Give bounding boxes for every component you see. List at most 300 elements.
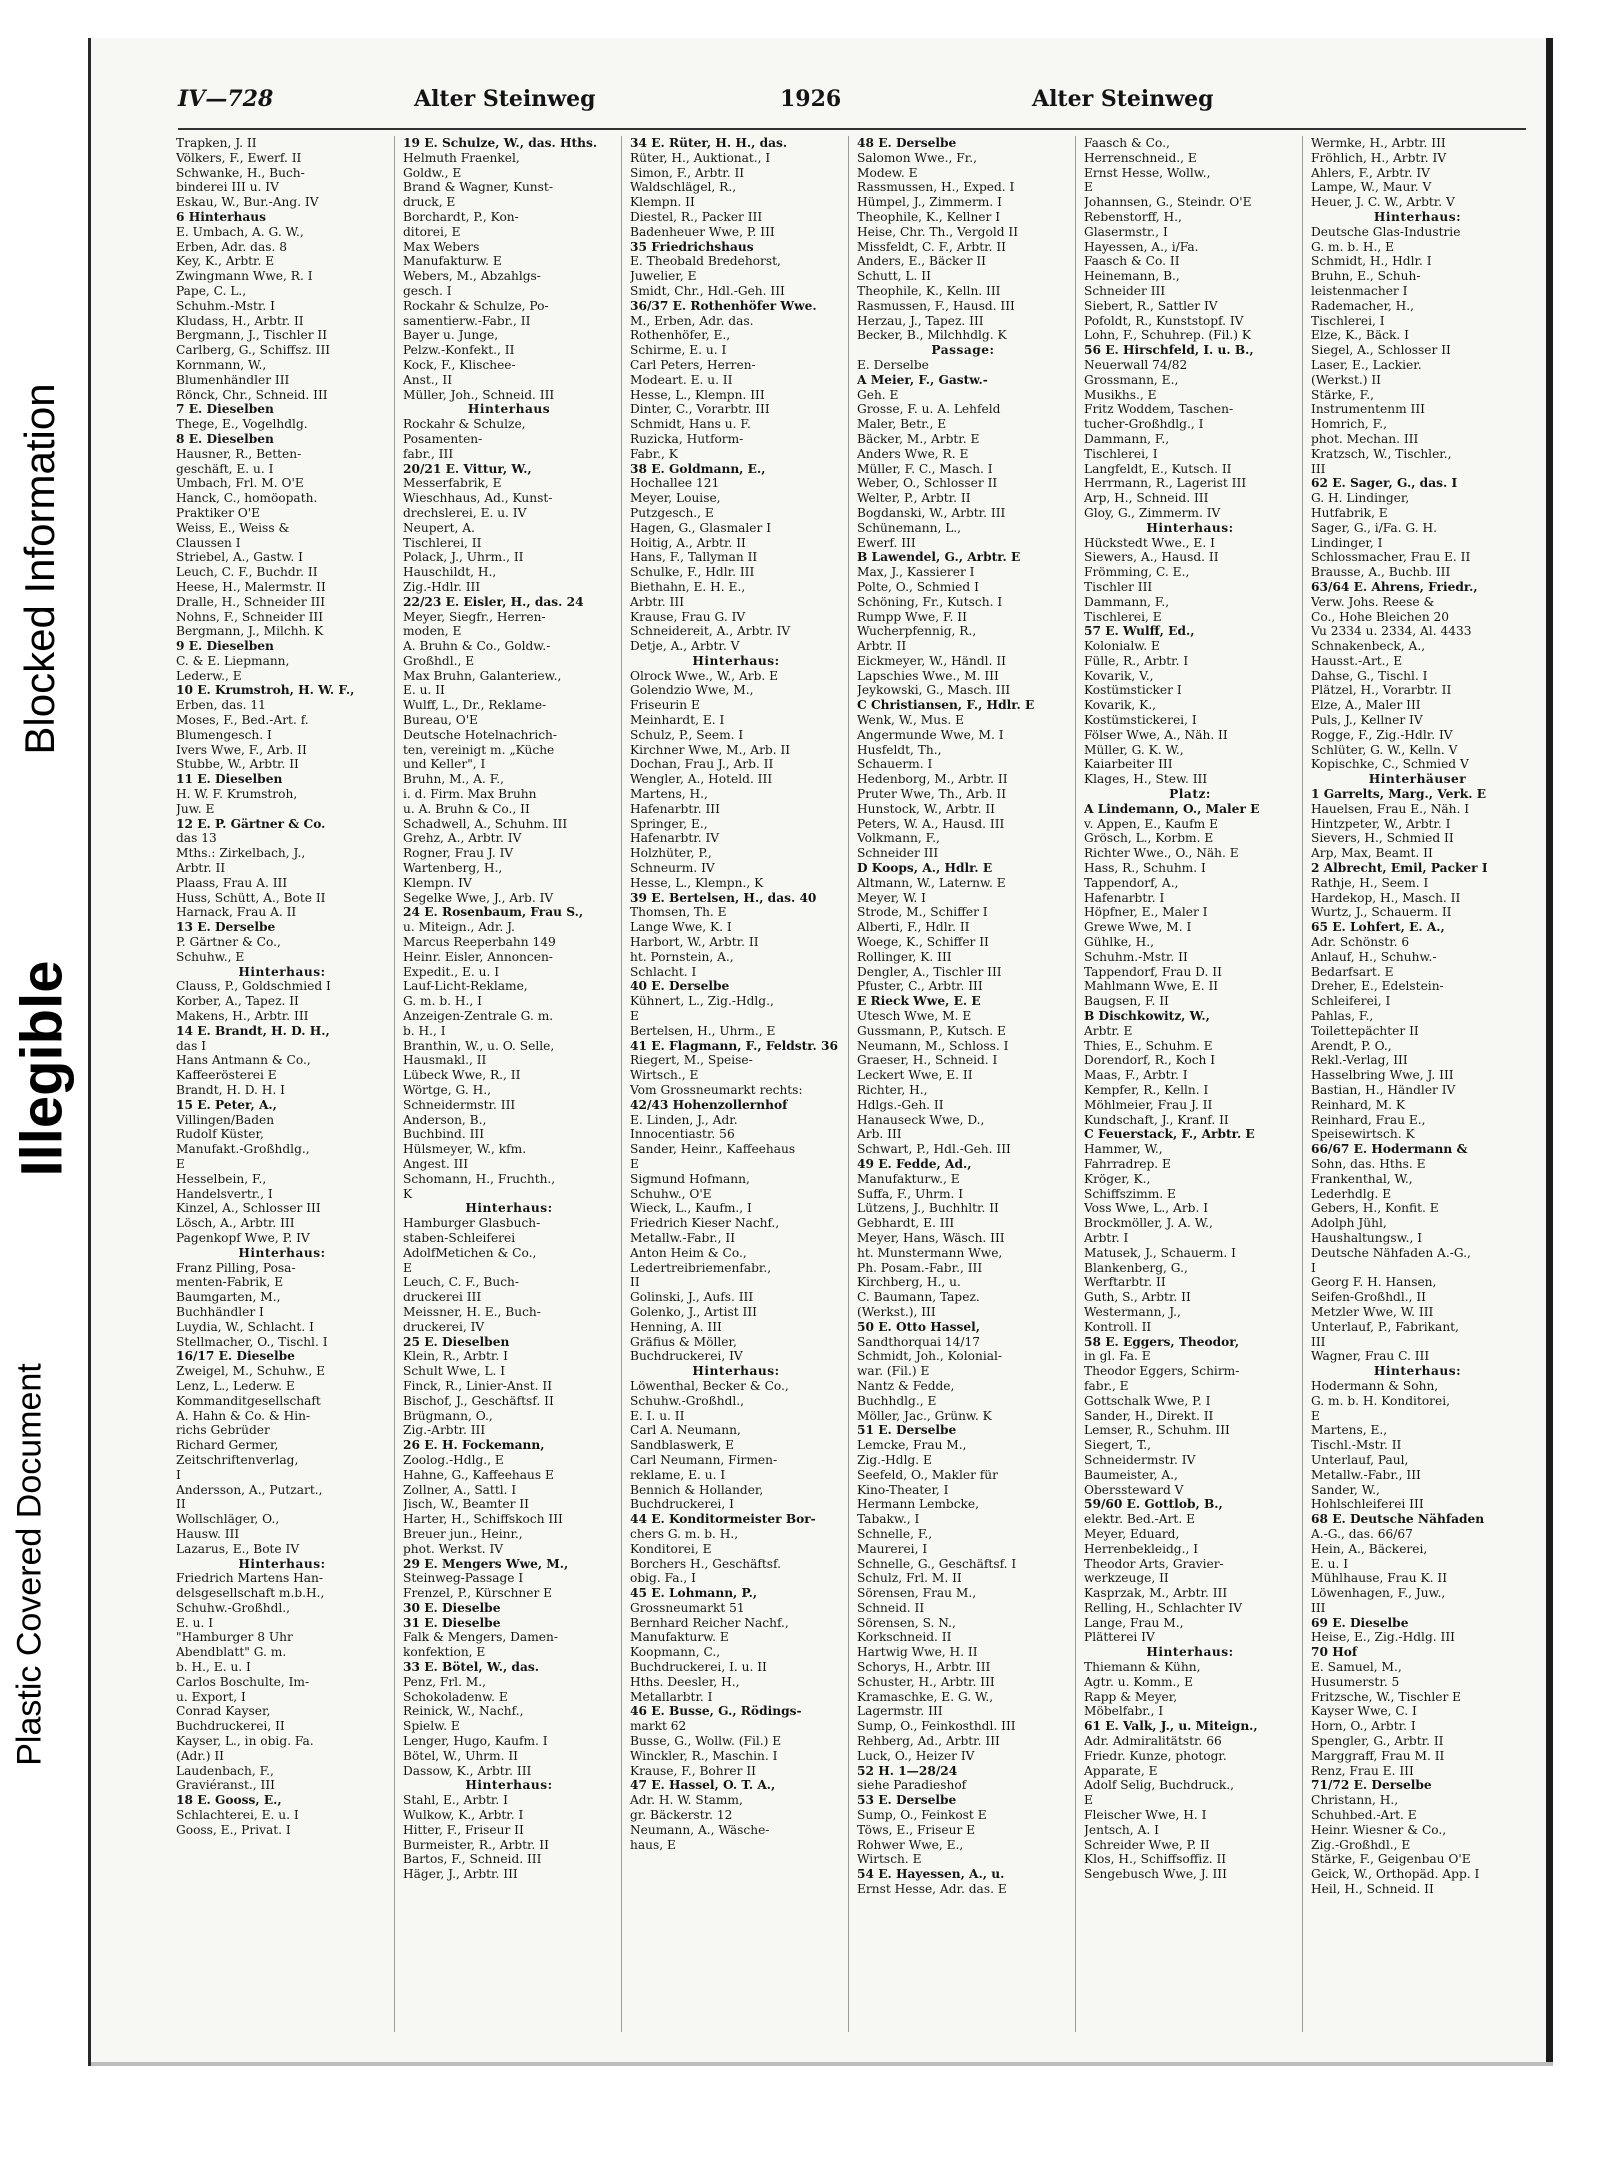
directory-entry: Expedit., E. u. I (403, 964, 500, 979)
directory-entry: 71/72 E. Derselbe (1311, 1778, 1432, 1793)
directory-entry: Polack, J., Uhrm., II (403, 550, 524, 565)
directory-entry: Stubbe, W., Arbtr. II (176, 757, 299, 772)
directory-entry: Korkschneid. II (857, 1630, 952, 1645)
directory-entry: Schuhw.-Großhdl., (176, 1600, 291, 1615)
directory-entry: Wengler, A., Hoteld. III (630, 772, 773, 787)
directory-entry: Bergmann, J., Tischler II (176, 328, 328, 343)
directory-entry: Zollner, A., Sattl. I (403, 1482, 517, 1497)
directory-entry: Homrich, F., (1311, 417, 1387, 432)
directory-entry: Klein, R., Arbtr. I (403, 1349, 508, 1364)
directory-entry: Horn, O., Arbtr. I (1311, 1719, 1416, 1734)
directory-entry: Westermann, J., (1084, 1304, 1181, 1319)
directory-entry: Stärke, F., Geigenbau O'E (1311, 1852, 1471, 1867)
directory-entry: Relling, H., Schlachter IV (1084, 1600, 1243, 1615)
directory-entry: 51 E. Derselbe (857, 1423, 957, 1438)
directory-entry: Hausst.-Art., E (1311, 653, 1403, 668)
directory-entry: Huss, Schütt, A., Bote II (176, 890, 326, 905)
directory-entry: Hodermann & Sohn, (1311, 1378, 1439, 1393)
directory-entry: Anders, E., Bäcker II (857, 254, 986, 269)
directory-entry: druckerei, IV (403, 1319, 485, 1334)
directory-entry: Meyer, W. I (857, 890, 926, 905)
directory-entry: Schuster, H., Arbtr. III (857, 1674, 995, 1689)
directory-entry: 20/21 E. Vittur, W., (403, 461, 532, 476)
side-labels (0, 0, 88, 2177)
directory-entry: Hintzpeter, W., Arbtr. I (1311, 816, 1451, 831)
directory-entry: Sander, W., (1311, 1482, 1380, 1497)
directory-entry: Neuerwall 74/82 (1084, 357, 1188, 372)
directory-entry: Hausmakl., II (403, 1053, 487, 1068)
directory-entry: 1 Garrelts, Marg., Verk. E (1311, 787, 1487, 802)
directory-entry: E (630, 1009, 639, 1024)
directory-entry: Schneid. II (857, 1600, 925, 1615)
directory-entry: Sandthorquai 14/17 (857, 1334, 980, 1349)
directory-entry: Arendt, P. O., (1311, 1038, 1392, 1053)
directory-entry: Löwenthal, Becker & Co., (630, 1378, 789, 1393)
directory-entry: Klempn. IV (403, 875, 472, 890)
directory-entry: tucher-Großhdlg., I (1084, 417, 1204, 432)
directory-entry: Hinterhaus: (1146, 1645, 1234, 1660)
directory-entry: Friedrich Kieser Nachf., (630, 1216, 780, 1231)
directory-entry: A.-G., das. 66/67 (1311, 1526, 1413, 1541)
directory-entry: Fröhlich, H., Arbtr. IV (1311, 150, 1447, 165)
directory-entry: Lemcke, Frau M., (857, 1438, 967, 1453)
directory-entry: Henning, A. III (630, 1319, 722, 1334)
directory-entry: 70 Hof (1311, 1645, 1358, 1660)
directory-entry: Max Bruhn, Galanteriew., (403, 668, 562, 683)
directory-entry: Waldschlägel, R., (630, 180, 737, 195)
directory-entry: I (176, 1467, 181, 1482)
directory-entry: Stellmacher, O., Tischl. I (176, 1334, 328, 1349)
directory-entry: Seefeld, O., Makler für (857, 1467, 998, 1482)
directory-entry: II (630, 1275, 640, 1290)
directory-entry: Badenheuer Wwe, P. III (630, 224, 775, 239)
directory-entry: Carlberg, G., Schiffsz. III (176, 343, 331, 358)
directory-entry: Hanck, C., homöopath. (176, 491, 318, 506)
directory-entry: Schlüter, G. W., Kelln. V (1311, 742, 1458, 757)
directory-entry: 12 E. P. Gärtner & Co. (176, 816, 326, 831)
directory-entry: Schuhm.-Mstr. I (176, 298, 275, 313)
directory-entry: Busse, G., Wollw. (Fil.) E (630, 1734, 782, 1749)
directory-entry: Zwingmann Wwe, R. I (176, 269, 313, 284)
directory-entry: Kommanditgesellschaft (176, 1393, 321, 1408)
directory-entry: Buchdruckerei, II (176, 1719, 285, 1734)
directory-entry: Schauerm. I (857, 757, 933, 772)
directory-entry: Hinterhaus: (1146, 520, 1234, 535)
directory-entry: Hafenarbtr. IV (630, 831, 720, 846)
directory-entry: Lützens, J., Buchhltr. II (857, 1201, 999, 1216)
directory-entry: Bertelsen, H., Uhrm., E (630, 1023, 776, 1038)
directory-entry: Plätterei IV (1084, 1630, 1155, 1645)
directory-entry: Heinemann, B., (1084, 269, 1180, 284)
directory-entry: Villingen/Baden (176, 1112, 275, 1127)
directory-entry: Schuhbed.-Art. E (1311, 1808, 1417, 1823)
directory-entry: Schlacht. I (630, 964, 697, 979)
directory-entry: Hümpel, J., Zimmerm. I (857, 195, 1002, 210)
directory-entry: Neupert, A. (403, 520, 475, 535)
directory-entry: Deutsche Hotelnachrich- (403, 727, 558, 742)
directory-entry: E (403, 1260, 412, 1275)
directory-entry: Schöning, Fr., Kutsch. I (857, 594, 1003, 609)
directory-entry: Schnelle, G., Geschäftsf. I (857, 1556, 1017, 1571)
directory-entry: G. m. b. H., E (1311, 239, 1395, 254)
directory-entry: Hinterhaus: (1373, 209, 1462, 224)
directory-entry: Abendblatt" G. m. (176, 1645, 287, 1660)
directory-entry: Innocentiastr. 56 (630, 1127, 735, 1142)
directory-entry: Hinterhaus: (465, 1778, 553, 1793)
directory-entry: Rebenstorff, H., (1084, 209, 1182, 224)
directory-entry: Arp, H., Schneid. III (1084, 491, 1209, 506)
directory-entry: Grewe Wwe, M. I (1084, 920, 1192, 935)
directory-entry: Helmuth Fraenkel, (403, 150, 520, 165)
directory-entry: Zig.-Hdlr. III (403, 579, 481, 594)
directory-entry: Bennich & Hollander, (630, 1482, 764, 1497)
directory-entry: Dralle, H., Schneider III (176, 594, 326, 609)
directory-entry: 8 E. Dieselben (176, 431, 274, 446)
directory-entry: M., Erben, Adr. das. (630, 313, 754, 328)
directory-entry: Vu 2334 u. 2334, Al. 4433 (1311, 624, 1472, 639)
directory-entry: E Rieck Wwe, E. E (857, 994, 981, 1009)
directory-entry: das I (176, 1038, 207, 1053)
directory-entry: Falk & Mengers, Damen- (403, 1630, 558, 1645)
directory-entry: Schwart, P., Hdl.-Geh. III (857, 1142, 1011, 1157)
directory-entry: Bastian, H., Händler IV (1311, 1083, 1456, 1097)
directory-entry: Hückstedt Wwe., E. I (1084, 535, 1215, 550)
directory-entry: Schmidt, Hans u. F. (630, 417, 751, 432)
directory-entry: Kirchner Wwe, M., Arb. II (630, 742, 791, 757)
directory-entry: u. Export, I (176, 1689, 246, 1704)
directory-entry: Kopischke, C., Schmied V (1311, 757, 1469, 772)
directory-entry: Dassow, K., Arbtr. III (403, 1763, 532, 1778)
directory-entry: Herrenbekleidg., I (1084, 1541, 1199, 1556)
directory-entry: 54 E. Hayessen, A., u. (857, 1867, 1005, 1882)
directory-entry: Holzhüter, P., (630, 846, 712, 861)
directory-entry: 15 E. Peter, A., (176, 1097, 277, 1112)
directory-entry: (Adr.) II (176, 1748, 224, 1763)
directory-entry: Adr. Admiralitätstr. 66 (1084, 1734, 1222, 1749)
directory-entry: Arbtr. III (630, 594, 685, 609)
directory-entry: Pofoldt, R., Kunststopf. IV (1084, 313, 1244, 328)
directory-entry: Schulz, P., Seem. I (630, 727, 744, 742)
directory-entry: Carl Neumann, Firmen- (630, 1452, 778, 1467)
directory-entry: Schirme, E. u. I (630, 343, 727, 358)
directory-entry: Herzau, J., Tapez. III (857, 313, 984, 328)
directory-entry: 19 E. Schulze, W., das. Hths. (403, 136, 598, 150)
directory-entry: Wucherpfennig, R., (857, 624, 977, 639)
directory-entry: C. Baumann, Tapez. (857, 1290, 980, 1305)
directory-entry: D Koops, A., Hdlr. E (857, 861, 993, 876)
directory-entry: Heise, E., Zig.-Hdlg. III (1311, 1630, 1455, 1645)
directory-entry: Lösch, A., Arbtr. III (176, 1216, 295, 1231)
directory-entry: gr. Bäckerstr. 12 (630, 1808, 733, 1823)
directory-entry: Werftarbtr. II (1084, 1275, 1166, 1290)
directory-entry: Biethahn, E. H. E., (630, 579, 746, 594)
directory-entry: Schomann, H., Fruchth., (403, 1171, 556, 1186)
directory-entry: Hinterhäuser (1368, 772, 1467, 787)
directory-entry: 53 E. Derselbe (857, 1793, 957, 1808)
directory-entry: Bureau, O'E (403, 713, 478, 728)
directory-entry: ht. Pornstein, A., (630, 949, 734, 964)
directory-entry: Kratzsch, W., Tischler., (1311, 446, 1452, 461)
directory-entry: 63/64 E. Ahrens, Friedr., (1311, 579, 1478, 594)
directory-entry: E (176, 1156, 185, 1171)
directory-entry: C. & E. Liepmann, (176, 653, 290, 668)
directory-entry: Modeart. E. u. II (630, 372, 733, 387)
directory-entry: werkzeuge, II (1084, 1571, 1169, 1586)
directory-entry: Hafenarbtr. I (1084, 890, 1165, 905)
directory-entry: Smidt, Chr., Hdl.-Geh. III (630, 283, 785, 298)
directory-entry: Golenko, J., Artist III (630, 1304, 757, 1319)
directory-entry: Meyer, Eduard, (1084, 1526, 1180, 1541)
directory-entry: Pape, C. L., (176, 283, 247, 298)
directory-entry: Hochallee 121 (630, 476, 720, 491)
directory-entry: Reinhard, Frau E., (1311, 1112, 1426, 1127)
directory-entry: Leuch, C. F., Buch- (403, 1275, 519, 1290)
directory-entry: Pruter Wwe, Th., Arb. II (857, 787, 1007, 802)
directory-entry: delsgesellschaft m.b.H., (176, 1586, 325, 1601)
directory-entry: Deutsche Glas-Industrie (1311, 224, 1461, 239)
directory-entry: Rekl.-Verlag, III (1311, 1053, 1408, 1068)
directory-entry: Heuer, J. C. W., Arbtr. V (1311, 195, 1455, 210)
directory-entry: C Feuerstack, F., Arbtr. E (1084, 1127, 1255, 1142)
directory-entry: Schulke, F., Hdlr. III (630, 565, 755, 580)
directory-entry: Schuhw., E (176, 949, 245, 964)
directory-entry: Tabakw., I (857, 1512, 920, 1527)
directory-entry: Anders Wwe, R. E (857, 446, 969, 461)
directory-entry: geschäft, E. u. I (176, 461, 274, 476)
directory-entry: 10 E. Krumstroh, H. W. F., (176, 683, 355, 698)
directory-entry: Ledertreibriemenfabr., (630, 1260, 772, 1275)
directory-entry: Zig.-Arbtr. III (403, 1423, 486, 1438)
directory-entry: Ernst Hesse, Wollw., (1084, 165, 1211, 180)
directory-entry: Rothenhöfer, E., (630, 328, 731, 343)
directory-entry: Heise, Chr. Th., Vergold II (857, 224, 1019, 239)
directory-entry: druckerei III (403, 1290, 482, 1305)
directory-entry: Franz Pilling, Posa- (176, 1260, 296, 1275)
directory-entry: Hardekop, H., Masch. II (1311, 890, 1461, 905)
directory-entry: Hesse, L., Klempn., K (630, 875, 764, 890)
directory-entry: Hths. Deesler, H., (630, 1674, 740, 1689)
directory-entry: 65 E. Lohfert, E. A., (1311, 920, 1445, 935)
directory-entry: 49 E. Fedde, Ad., (857, 1156, 972, 1171)
directory-entry: Tischlerei, I (1311, 313, 1385, 328)
directory-entry: III (1311, 1334, 1326, 1349)
directory-entry: 46 E. Busse, G., Rödings- (630, 1704, 802, 1719)
directory-entry: Lapschies Wwe., M. III (857, 668, 999, 683)
directory-entry: Tischlerei, II (403, 535, 482, 550)
directory-entry: Richard Germer, (176, 1438, 279, 1453)
directory-entry: 61 E. Valk, J., u. Miteign., (1084, 1719, 1258, 1734)
directory-entry: Wenk, W., Mus. E (857, 713, 964, 728)
directory-entry: Hermann Lembcke, (857, 1497, 980, 1512)
directory-entry: Sievers, H., Schmied II (1311, 831, 1454, 846)
directory-entry: H. W. F. Krumstroh, (176, 787, 298, 802)
directory-entry: Wirtsch. E (857, 1852, 922, 1867)
directory-entry: Becker, B., Milchhdlg. K (857, 328, 1007, 343)
directory-entry: Töws, E., Friseur E (857, 1822, 976, 1837)
directory-entry: 62 E. Sager, G., das. I (1311, 476, 1458, 491)
directory-entry: Wieck, L., Kaufm., I (630, 1201, 752, 1216)
directory-entry: 57 E. Wulff, Ed., (1084, 624, 1195, 639)
directory-entry: Schnakenbeck, A., (1311, 639, 1426, 654)
directory-entry: Tappendorf, Frau D. II (1084, 964, 1222, 979)
directory-entry: Arbtr. II (176, 861, 226, 876)
directory-entry: K (403, 1186, 413, 1201)
directory-entry: Glasermstr., I (1084, 224, 1168, 239)
page-header (178, 82, 1526, 130)
directory-entry: Rumpp Wwe, F. II (857, 609, 967, 624)
directory-entry: Kayser Wwe, C. I (1311, 1704, 1417, 1719)
directory-entry: Lenger, Hugo, Kaufm. I (403, 1734, 548, 1749)
directory-entry: Grehz, A., Arbtr. IV (403, 831, 522, 846)
directory-entry: Grosse, F. u. A. Lehfeld (857, 402, 1001, 417)
directory-entry: Sager, G., i/Fa. G. H. (1311, 520, 1437, 535)
directory-entry: Rudolf Küster, (176, 1127, 264, 1142)
directory-entry: Frankenthal, W., (1311, 1171, 1413, 1186)
directory-entry: Schlossmacher, Frau E. II (1311, 550, 1471, 565)
directory-entry: richs Gebrüder (176, 1423, 270, 1438)
directory-entry: 31 E. Dieselbe (403, 1615, 501, 1630)
directory-entry: Anton Heim & Co., (630, 1245, 747, 1260)
directory-entry: Fritzsche, W., Tischler E (1311, 1689, 1462, 1704)
directory-entry: Siegert, T., (1084, 1438, 1152, 1453)
directory-entry: I (1311, 1260, 1316, 1275)
directory-entry: Sander, H., Direkt. II (1084, 1408, 1214, 1423)
directory-entry: menten-Fabrik, E (176, 1275, 284, 1290)
directory-entry: druck, E (403, 195, 456, 210)
directory-entry: Sohn, das. Hths. E (1311, 1156, 1426, 1171)
directory-entry: Hunstock, W., Arbtr. II (857, 801, 995, 816)
directory-entry: Bötel, W., Uhrm. II (403, 1748, 518, 1763)
directory-entry: Marcus Reeperbahn 149 (403, 935, 556, 950)
directory-entry: 33 E. Bötel, W., das. (403, 1660, 539, 1675)
directory-entry: Jisch, W., Beamter II (403, 1497, 529, 1512)
directory-entry: Adolf Selig, Buchdruck., (1084, 1778, 1235, 1793)
directory-entry: "Hamburger 8 Uhr (176, 1630, 293, 1645)
directory-entry: Theodor Eggers, Schirm- (1084, 1364, 1240, 1379)
directory-entry: E. Derselbe (857, 357, 929, 372)
directory-entry: Rasmussen, F., Hausd. III (857, 298, 1015, 313)
directory-entry: 47 E. Hassel, O. T. A., (630, 1778, 776, 1793)
directory-entry: Fölser Wwe, A., Näh. II (1084, 727, 1228, 742)
directory-entry: A Lindemann, O., Maler E (1084, 801, 1260, 816)
directory-entry: Klages, H., Stew. III (1084, 772, 1208, 787)
directory-entry: E. Samuel, M., (1311, 1660, 1402, 1675)
directory-entry: Krause, Frau G. IV (630, 609, 746, 624)
directory-entry: Andersson, A., Putzart., (176, 1482, 323, 1497)
directory-entry: Hedenborg, M., Arbtr. II (857, 772, 1008, 787)
directory-entry: Kontroll. II (1084, 1319, 1152, 1334)
directory-entry: Tischler III (1084, 579, 1153, 594)
directory-entry: in gl. Fa. E (1084, 1349, 1151, 1364)
directory-entry: Polte, O., Schmied I (857, 579, 979, 594)
directory-entry: Ph. Posam.-Fabr., III (857, 1260, 983, 1275)
directory-entry: Sump, O., Feinkosthdl. III (857, 1719, 1016, 1734)
directory-entry: Schneider III (1084, 283, 1166, 298)
directory-entry: Kornmann, W., (176, 357, 267, 372)
directory-entry: samentierw.-Fabr., II (403, 313, 531, 328)
directory-entry: 24 E. Rosenbaum, Frau S., (403, 905, 584, 920)
directory-entry: Elze, A., Maler III (1311, 698, 1421, 713)
directory-entry: Kayser, L., in obig. Fa. (176, 1734, 314, 1749)
directory-entry: Sigmund Hofmann, (630, 1171, 750, 1186)
directory-entry: Lauf-Licht-Reklame, (403, 979, 528, 994)
directory-entry: Schuhw.-Großhdl., (630, 1393, 745, 1408)
directory-entry: Möhlmeier, Frau J. II (1084, 1097, 1213, 1112)
directory-entry: Kinzel, A., Schlosser III (176, 1201, 321, 1216)
directory-entry: E. Linden, J., Adr. (630, 1112, 738, 1127)
directory-entry: Ernst Hesse, Adr. das. E (857, 1882, 1007, 1897)
directory-entry: Luydia, W., Schlacht. I (176, 1319, 314, 1334)
directory-entry: 48 E. Derselbe (857, 136, 957, 150)
directory-entry: Schutt, L. II (857, 269, 931, 284)
directory-entry: Conrad Kayser, (176, 1704, 271, 1719)
directory-entry: 14 E. Brandt, H. D. H., (176, 1023, 330, 1038)
directory-entry: Herrenschneid., E (1084, 150, 1197, 165)
directory-entry: Rohwer Wwe, E., (857, 1837, 964, 1852)
directory-entry: Großhdl., E (403, 653, 475, 668)
directory-entry: markt 62 (630, 1719, 687, 1734)
directory-entry: Geick, W., Orthopäd. App. I (1311, 1867, 1480, 1882)
directory-entry: Breuer jun., Heinr., (403, 1526, 523, 1541)
directory-entry: Siebert, R., Sattler IV (1084, 298, 1218, 313)
directory-entry: Anst., II (403, 372, 453, 387)
directory-entry: und Keller", I (403, 757, 486, 772)
directory-entry: Dochan, Frau J., Arb. II (630, 757, 774, 772)
directory-entry: Schneider III (857, 846, 939, 861)
directory-entry: Theophile, K., Kellner I (857, 209, 1001, 224)
directory-entry: Altmann, W., Laternw. E (857, 875, 1006, 890)
directory-entry: Angermunde Wwe, M. I (857, 727, 1004, 742)
directory-entry: Hafenarbtr. III (630, 801, 720, 816)
directory-entry: Schult Wwe, L. I (403, 1364, 506, 1379)
directory-entry: Friedr. Kunze, photogr. (1084, 1748, 1227, 1763)
directory-entry: Simon, F., Arbtr. II (630, 165, 745, 180)
directory-entry: Lazarus, E., Bote IV (176, 1541, 300, 1556)
directory-entry: 16/17 E. Dieselbe (176, 1349, 295, 1364)
directory-entry: Pagenkopf Wwe, P. IV (176, 1230, 310, 1245)
directory-entry: ht. Munstermann Wwe, (857, 1245, 1003, 1260)
directory-entry: 52 H. 1—28/24 (857, 1763, 958, 1778)
directory-entry: Hagen, G., Glasmaler I (630, 520, 772, 535)
directory-entry: Carl Peters, Herren- (630, 357, 756, 372)
directory-entry: Wollschläger, O., (176, 1512, 280, 1527)
directory-entry: Webers, M., Abzahlgs- (403, 269, 541, 284)
directory-entry: ten, vereinigt m. „Küche (403, 742, 555, 757)
directory-entry: Graeser, H., Schneid. I (857, 1053, 998, 1068)
directory-entry: Zig.-Großhdl., E (1311, 1837, 1411, 1852)
directory-entry: Kühnert, L., Zig.-Hdlg., (630, 994, 774, 1009)
directory-entry: Dengler, A., Tischler III (857, 964, 1002, 979)
directory-entry: Kempfer, R., Kelln. I (1084, 1083, 1209, 1097)
directory-entry: Fritz Woddem, Taschen- (1084, 402, 1234, 417)
directory-entry: Pfuster, C., Arbtr. III (857, 979, 983, 994)
directory-entry: Kostümstickerei, I (1084, 713, 1197, 728)
directory-entry: Manufakturw. E (630, 1630, 729, 1645)
directory-entry: Bogdanski, W., Arbtr. III (857, 505, 1006, 520)
directory-entry: Gottschalk Wwe, P. I (1084, 1393, 1211, 1408)
directory-entry: Lederhdlg. E (1311, 1186, 1392, 1201)
directory-entry: 9 E. Dieselben (176, 639, 274, 654)
directory-entry: Zweigel, M., Schuhw., E (176, 1364, 325, 1379)
directory-entry: siehe Paradieshof (857, 1778, 967, 1793)
directory-entry: Modew. E (857, 165, 918, 180)
directory-entry: Branthin, W., u. O. Selle, (403, 1038, 555, 1053)
directory-entry: Kirchberg, H., u. (857, 1275, 961, 1290)
directory-entry: C Christiansen, F., Hdlr. E (857, 698, 1035, 713)
directory-entry: Plätzel, H., Vorarbtr. II (1311, 683, 1452, 698)
directory-entry: Burmeister, R., Arbtr. II (403, 1837, 549, 1852)
directory-entry: Leckert Wwe, E. II (857, 1068, 973, 1083)
